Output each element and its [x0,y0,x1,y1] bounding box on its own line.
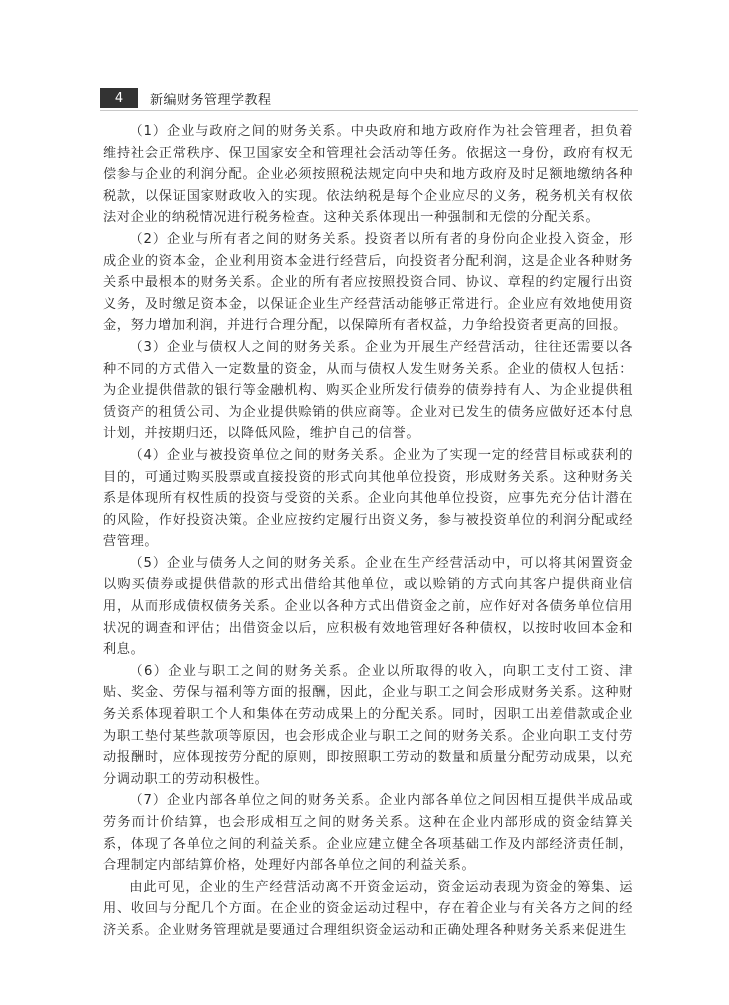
paragraph-owner-relations: （2）企业与所有者之间的财务关系。投资者以所有者的身份向企业投入资金，形成企业的资本金，企业利用资本金进行经营后，向投资者分配利润，这是企业各种财务关系中最根本的财务关系。企业的所有者应按照投资合同、协议、章程的约定履行出资义务，及时缴足资本金，以保证企业生产经营活动能够正常进行。企业应有效地使用资金，努力增加利润，并进行合理分配，以保障所有者权益，力争给投资者更高的回报。 [103,231,633,334]
book-title: 新编财务管理学教程 [150,92,272,108]
page-number: 4 [100,88,138,108]
paragraph-debtor-relations: （5）企业与债务人之间的财务关系。企业在生产经营活动中，可以将其闲置资金以购买债券或提供借款的形式出借给其他单位，或以赊销的方式向其客户提供商业信用，从而形成债权债务关系。企业以各种方式出借资金之前，应作好对各债务单位信用状况的调查和评估；出借资金以后，应积极有效地管理好各种债权，以按时收回本金和利息。 [103,555,633,658]
paragraph-internal-unit-relations: （7）企业内部各单位之间的财务关系。企业内部各单位之间因相互提供半成品或劳务而计价结算，也会形成相互之间的财务关系。这种在企业内部形成的资金结算关系，体现了各单位之间的利益关系。企业应建立健全各项基础工作及内部经济责任制，合理制定内部结算价格，处理好内部各单位之间的利益关系。 [103,793,633,874]
paragraph-government-relations: （1）企业与政府之间的财务关系。中央政府和地方政府作为社会管理者，担负着维持社会正常秩序、保卫国家安全和管理社会活动等任务。依据这一身份，政府有权无偿参与企业的利润分配。企业必须按照税法规定向中央和地方政府及时足额地缴纳各种税款，以保证国家财政收入的实现。依法纳税是每个企业应尽的义务，税务机关有权依法对企业的纳税情况进行税务检查。这种关系体现出一种强制和无偿的分配关系。 [103,124,633,226]
body-text [103,121,633,942]
paragraph-summary: 由此可见，企业的生产经营活动离不开资金运动，资金运动表现为资金的筹集、运用、收回与分配几个方面。在企业的资金运动过程中，存在着企业与有关各方之间的经济关系。企业财务管理就是要通过合理组织资金运动和正确处理各种财务关系来促进生 [103,879,633,938]
running-header [100,88,272,108]
paragraph-investee-relations: （4）企业与被投资单位之间的财务关系。企业为了实现一定的经营目标或获利的目的，可通过购买股票或直接投资的形式向其他单位投资，形成财务关系。这种财务关系是体现所有权性质的投资与受资的关系。企业向其他单位投资，应事先充分估计潜在的风险，作好投资决策。企业应按约定履行出资义务，参与被投资单位的利润分配或经营管理。 [103,447,633,550]
header-divider [100,110,638,111]
paragraph-creditor-relations: （3）企业与债权人之间的财务关系。企业为开展生产经营活动，往往还需要以各种不同的方式借入一定数量的资金，从而与债权人发生财务关系。企业的债权人包括：为企业提供借款的银行等金融机构、购买企业所发行债券的债券持有人、为企业提供租赁资产的租赁公司、为企业提供赊销的供应商等。企业对已发生的债务应做好还本付息计划，并按期归还，以降低风险，维护自己的信誉。 [103,339,633,442]
paragraph-employee-relations: （6）企业与职工之间的财务关系。企业以所取得的收入，向职工支付工资、津贴、奖金、劳保与福利等方面的报酬，因此，企业与职工之间会形成财务关系。这种财务关系体现着职工个人和集体在劳动成果上的分配关系。同时，因职工出差借款或企业为职工垫付某些款项等原因，也会形成企业与职工之间的财务关系。企业向职工支付劳动报酬时，应体现按劳分配的原则，即按照职工劳动的数量和质量分配劳动成果，以充分调动职工的劳动积极性。 [103,663,633,787]
